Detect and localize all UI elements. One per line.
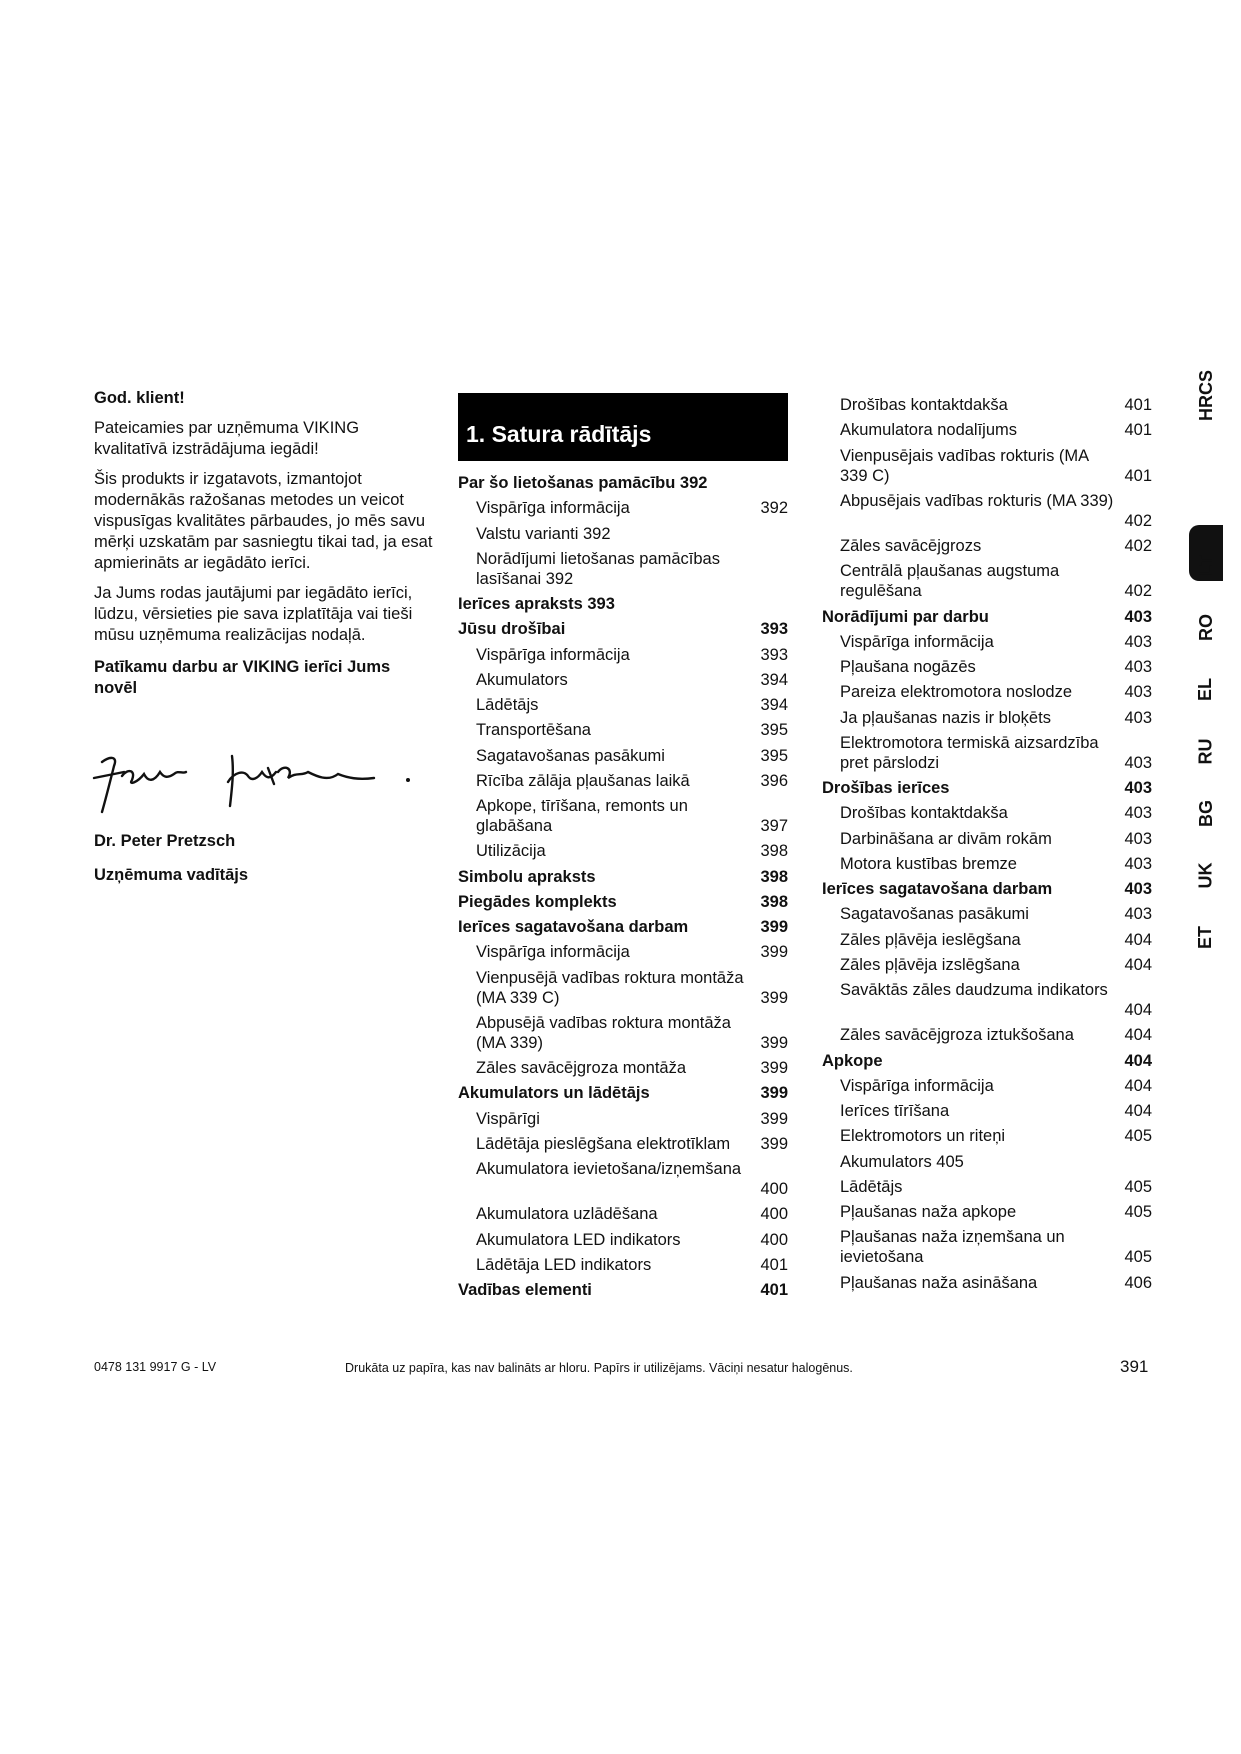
toc-entry-title: Pļaušanas naža apkope [840,1203,1017,1221]
language-tab-ro [1189,602,1223,652]
toc-entry-title: Norādījumi par darbu [822,607,989,626]
toc-entry-page: 405 [1124,1248,1152,1267]
toc-entry-title: Ja pļaušanas nazis ir bloķēts [840,708,1051,727]
toc-entry [822,930,1152,950]
toc-entry-page: 399 [760,1134,788,1153]
toc-entry-page: 405 [1124,1177,1152,1196]
toc-entry [822,829,1152,849]
toc-entry-page: 393 [760,620,788,639]
toc-entry-page: 401 [1124,396,1152,414]
toc-entry-title: Sagatavošanas pasākumi [476,746,665,765]
signature [92,748,432,816]
toc-entry-title: Lādētāja LED indikators [476,1255,652,1274]
toc-entry-page: 397 [760,817,788,835]
toc-entry-title: Apkope, tīrīšana, remonts un glabāšana [476,797,688,835]
letter-greeting: God. klient! [94,389,185,407]
toc-entry [822,955,1152,975]
toc-entry [458,645,788,665]
toc-entry-title: Akumulatora nodalījums [840,421,1018,440]
footer-note: Drukāta uz papīra, kas nav balināts ar hloru. Papīrs ir utilizējams. Vāciņi nesatur halogēnus. [345,1361,853,1375]
language-tab-ru [1189,726,1223,776]
toc-entry-title: Jūsu drošībai [458,620,566,639]
toc-entry-page: 403 [1124,779,1152,797]
toc-entry-page: 402 [1124,537,1152,555]
toc-entry [458,1109,788,1129]
toc-entry-title: Pļaušana nogāzēs [840,658,976,676]
toc-entry-page: 403 [1124,683,1152,702]
toc-entry [458,746,788,766]
language-tab-label: RO [1195,613,1216,641]
toc-entry [822,561,1152,601]
letter-para1: Pateicamies par uzņēmuma VIKING kvalitatīvā izstrādājuma iegādi! [94,419,360,458]
toc-heading [822,879,1152,899]
toc-entry [822,733,1152,773]
toc-entry-title: Pareiza elektromotora noslodze [840,683,1073,702]
toc-entry-title: Lādētājs [476,696,539,714]
toc-entry-title: Lādētāja pieslēgšana elektrotīklam [476,1134,731,1153]
toc-entry-title: Utilizācija [476,842,546,861]
toc-entry-page: 399 [760,1084,788,1103]
toc-entry-page: 399 [760,1109,788,1128]
toc-entry-title: Norādījumi lietošanas pamācības lasīšanai 392 [476,549,720,588]
toc-entry [458,1159,788,1199]
toc-entry [822,708,1152,728]
toc-entry-title: Zāles savācējgrozs [840,537,982,555]
toc-entry-title: Pļaušanas naža asināšana [840,1273,1038,1292]
toc-entry-page: 404 [1124,1051,1152,1070]
toc-entry-page: 399 [760,918,788,936]
toc-entry [458,670,788,690]
toc-entry-title: Zāles savācējgroza montāža [476,1059,687,1077]
toc-entry [822,1101,1152,1121]
letter-para2: Šis produkts ir izgatavots, izmantojot modernākās ražošanas metodes un veicot vispusīgas kvalitātes pārbaudes, jo mēs savu mērķi uzskatām par sasniegtu tikai tad, ja esat apmierināts ar iegādāto ierīci. [94,470,433,572]
toc-entry-title: Vispārīga informācija [840,632,994,651]
toc-entry-page: 399 [760,1033,788,1052]
toc-entry-title: Ierīces tīrīšana [840,1102,950,1120]
toc-entry-page: 395 [760,721,788,740]
toc-heading [458,867,788,887]
toc-entry [822,395,1152,415]
language-tab-label: UK [1195,862,1216,888]
toc-entry-title: Pļaušanas naža izņemšana un ievietošana [840,1228,1065,1267]
toc-entry-page: 401 [1124,421,1152,440]
toc-entry-title: Ierīces sagatavošana darbam [458,918,689,936]
toc-entry-page: 394 [760,696,788,714]
toc-entry-title: Elektromotors un riteņi [840,1127,1006,1146]
toc-entry-title: Apkope [822,1051,883,1070]
toc-entry [458,771,788,791]
toc-heading [458,1280,788,1300]
toc-entry-page: 402 [1124,511,1152,530]
toc-entry-page: 399 [760,1059,788,1077]
language-tab-et [1189,912,1223,962]
toc-entry-page: 404 [1124,1102,1152,1120]
toc-entry-title: Sagatavošanas pasākumi [840,905,1029,924]
toc-entry [458,524,788,544]
toc-entry [458,1013,788,1053]
toc-entry [822,1273,1152,1293]
toc-entry-title: Akumulators un lādētājs [458,1084,650,1103]
toc-entry-page: 405 [1124,1203,1152,1221]
doc-code: 0478 131 9917 G - LV [94,1360,217,1374]
signer-name: Dr. Peter Pretzsch [94,832,236,850]
toc-entry [822,1152,1152,1172]
toc-entry-title: Drošības ierīces [822,779,950,797]
toc-entry-page: 400 [760,1205,788,1224]
toc-title-box [458,393,788,461]
toc-entry-title: Vienpusējā vadības roktura montāža (MA 339 C) [476,968,744,1007]
toc-entry-page: 401 [760,1281,788,1299]
toc-entry-title: Centrālā pļaušanas augstuma regulēšana [840,562,1060,601]
language-tab-el [1189,664,1223,714]
toc-entry-page: 398 [760,842,788,861]
toc-entry-page: 405 [1124,1127,1152,1146]
language-tab-label: LT [1195,554,1216,576]
toc-entry-page: 394 [760,670,788,689]
language-tab-hrcs [1189,370,1223,420]
toc-entry-title: Akumulatora uzlādēšana [476,1205,658,1224]
toc-entry [822,1126,1152,1146]
toc-entry [458,1058,788,1078]
toc-entry [822,420,1152,440]
toc-entry-page: 406 [1124,1273,1152,1292]
toc-entry-title: Zāles pļāvēja izslēgšana [840,955,1020,974]
toc-entry-page: 402 [1124,582,1152,601]
toc-heading [458,1083,788,1103]
toc-entry-title: Valstu varianti 392 [476,524,611,543]
toc-entry-title: Motora kustības bremze [840,854,1017,873]
toc-entry-title: Akumulatora ievietošana/izņemšana [476,1160,742,1178]
toc-entry-page: 403 [1124,829,1152,848]
toc-entry-title: Rīcība zālāja pļaušanas laikā [476,771,690,790]
toc-entry [822,491,1152,531]
language-tab-uk [1189,850,1223,900]
toc-entry-page: 401 [760,1255,788,1274]
toc-heading [458,917,788,937]
toc-entry-title: Akumulators [476,670,568,689]
toc-entry-title: Vispārīga informācija [476,943,630,962]
toc-entry-page: 400 [760,1180,788,1198]
toc-entry-page: 403 [1124,905,1152,924]
toc-heading [458,892,788,912]
toc-heading [458,619,788,639]
toc-entry-title: Piegādes komplekts [458,892,617,911]
toc-heading [458,594,788,614]
toc-entry-page: 401 [1124,466,1152,485]
toc-entry [822,904,1152,924]
toc-entry-page: 400 [760,1230,788,1249]
toc-entry-title: Vispārīga informācija [840,1076,994,1095]
toc-entry [822,536,1152,556]
toc-entry-page: 404 [1124,930,1152,949]
signer-title: Uzņēmuma vadītājs [94,866,249,884]
toc-entry-title: Drošības kontaktdakša [840,396,1008,414]
toc-entry [458,796,788,836]
language-tab-label: HRCS [1195,369,1216,421]
toc-entry-title: Vispārīga informācija [476,499,630,518]
toc-entry-title: Vadības elementi [458,1281,592,1299]
toc-entry-page: 395 [760,746,788,765]
toc-entry [822,1227,1152,1267]
toc-entry-page: 404 [1124,1026,1152,1045]
toc-entry-page: 399 [760,988,788,1007]
toc-entry [458,1134,788,1154]
toc-heading [822,1051,1152,1071]
toc-entry-page: 404 [1124,955,1152,974]
language-tab-label: ET [1195,925,1216,949]
toc-entry-page: 403 [1124,708,1152,727]
toc-entry-page: 398 [760,892,788,911]
toc-heading [822,607,1152,627]
letter-para3: Ja Jums rodas jautājumi par iegādāto ierīci, lūdzu, vērsieties pie sava izplatītāja vai tieši mūsu uzņēmuma realizācijas nodaļā. [94,584,413,644]
toc-entry-page: 403 [1124,632,1152,651]
toc-entry [822,682,1152,702]
toc-entry-title: Vispārīgi [476,1109,540,1128]
toc-entry [458,1230,788,1250]
toc-entry [822,657,1152,677]
toc-entry-page: 398 [760,867,788,886]
language-tab-lt [1189,540,1223,590]
toc-entry-page: 403 [1124,753,1152,772]
toc-entry-page: 404 [1124,1076,1152,1095]
toc-entry-page: 403 [1124,880,1152,898]
welcome-letter [94,388,434,699]
toc-entry-title: Ierīces apraksts 393 [458,595,615,613]
toc-entry [458,942,788,962]
toc-entry [458,498,788,518]
toc-entry-title: Abpusējā vadības roktura montāža (MA 339) [476,1013,731,1052]
page-number: 391 [1120,1357,1149,1376]
toc-entry [822,854,1152,874]
toc-entry [822,446,1152,486]
toc-entry-page: 403 [1124,804,1152,823]
language-tab-label: EL [1195,677,1216,701]
toc-entry-page: 396 [760,771,788,790]
toc-entry [822,803,1152,823]
toc-entry-title: Ierīces sagatavošana darbam [822,880,1053,898]
toc-title: 1. Satura rādītājs [466,421,652,447]
toc-entry-page: 404 [1124,1001,1152,1019]
toc-entry-title: Transportēšana [476,721,591,740]
toc-entry-title: Akumulators 405 [840,1152,964,1171]
letter-closing: Patīkamu darbu ar VIKING ierīci Jums novēl [94,658,391,697]
toc-entry [458,841,788,861]
language-tab-label: RU [1195,738,1216,764]
toc-entry [458,695,788,715]
toc-entry-title: Savāktās zāles daudzuma indikators [840,981,1108,999]
toc-entry-title: Simbolu apraksts [458,867,596,886]
toc-entry [822,1177,1152,1197]
language-tab-bg [1189,788,1223,838]
toc-entry [822,1202,1152,1222]
language-tab-label: BG [1195,799,1216,827]
toc-entry [458,1204,788,1224]
toc-entry [458,1255,788,1275]
toc-entry-title: Akumulatora LED indikators [476,1230,681,1249]
toc-entry-title: Elektromotora termiskā aizsardzība pret pārslodzi [840,733,1099,772]
toc-entry [822,1025,1152,1045]
toc-heading [458,473,788,493]
toc-entry [458,549,788,589]
toc-entry [822,632,1152,652]
toc-entry-title: Lādētājs [840,1177,903,1196]
toc-entry [822,1076,1152,1096]
toc-entry-page: 392 [760,499,788,518]
toc-entry-page: 403 [1124,607,1152,626]
toc-entry-page: 393 [760,645,788,664]
toc-entry-title: Darbināšana ar divām rokām [840,829,1052,848]
toc-entry-page: 403 [1124,854,1152,873]
toc-entry-title: Drošības kontaktdakša [840,804,1008,823]
toc-entry-title: Zāles savācējgroza iztukšošana [840,1026,1074,1045]
toc-entry-title: Zāles pļāvēja ieslēgšana [840,930,1021,949]
toc-entry-title: Par šo lietošanas pamācību 392 [458,474,708,492]
toc-entry-title: Abpusējais vadības rokturis (MA 339) [840,491,1114,510]
toc-entry [458,720,788,740]
toc-entry-page: 399 [760,943,788,962]
toc-heading [822,778,1152,798]
toc-entry [822,980,1152,1020]
toc-entry-title: Vispārīga informācija [476,645,630,664]
toc-entry-title: Vienpusējais vadības rokturis (MA 339 C) [840,446,1089,485]
toc-entry-page: 403 [1124,658,1152,676]
toc-entry [458,968,788,1008]
